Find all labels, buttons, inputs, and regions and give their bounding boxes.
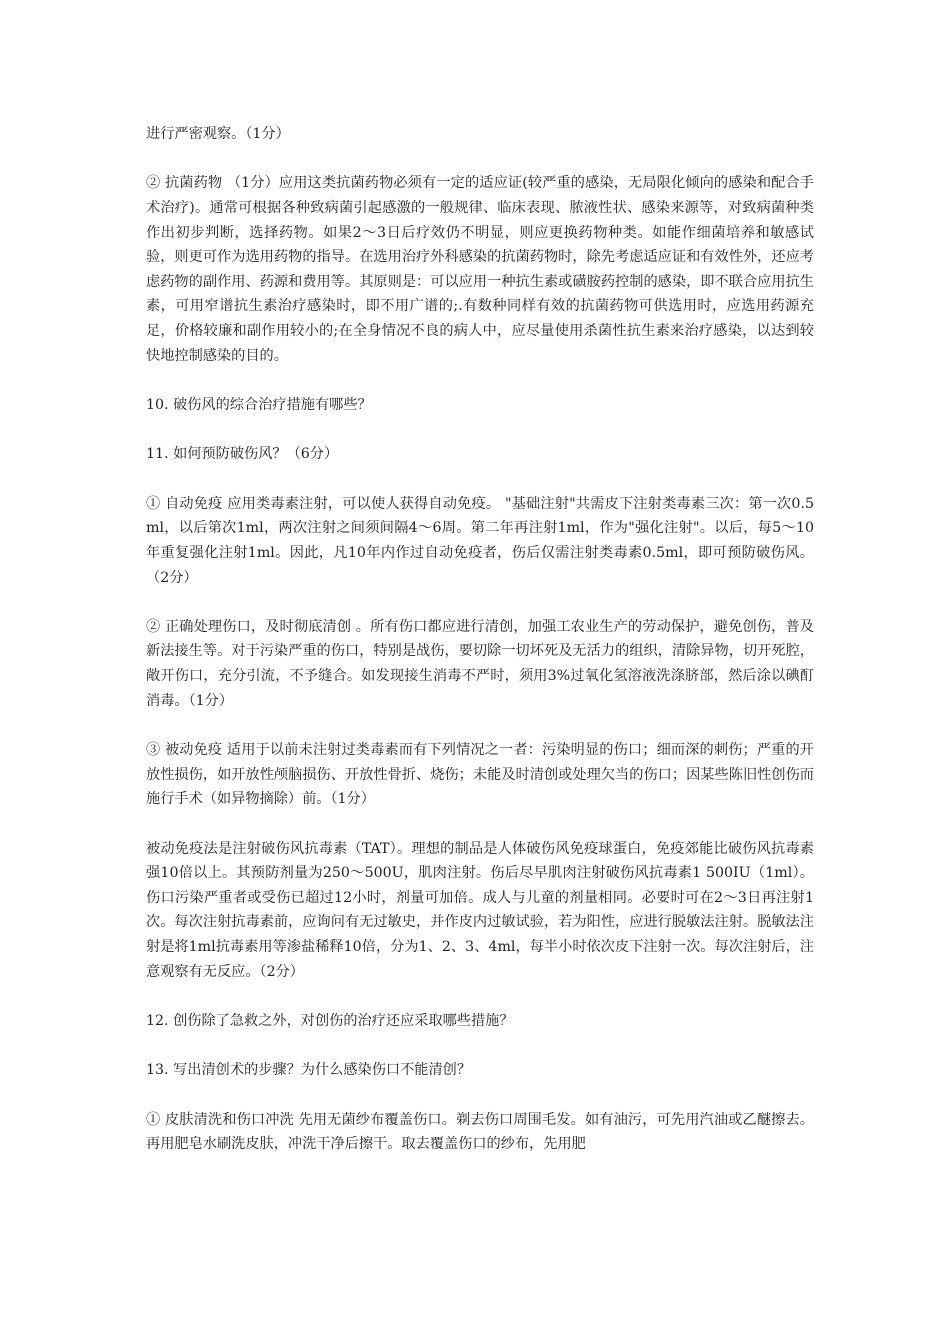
question-11: 11. 如何预防破伤风？（6分）	[146, 446, 339, 463]
paragraph-passive-immunization: ③ 被动免疫 适用于以前未注射过类毒素而有下列情况之一者：污染明显的伤口；细而深的刺伤；严重的开放性损伤，如开放性颅脑损伤、开放性骨折、烧伤；未能及时清创或处理欠当的伤口；因某些陈旧性创伤而施行手术（如异物摘除）前。（1分）	[146, 742, 814, 808]
paragraph-wound-debridement: ② 正确处理伤口，及时彻底清创 。所有伤口都应进行清创，加强工农业生产的劳动保护，避免创伤，普及新法接生等。对于污染严重的伤口，特别是战伤，要切除一切坏死及无活力的组织，清除异物，切开死腔，敞开伤口，充分引流，不予缝合。如发现接生消毒不严时，须用3%过氧化氢溶液洗涤脐部，然后涂以碘酊消毒。（1分）	[146, 618, 814, 709]
question-10: 10. 破伤风的综合治疗措施有哪些？	[146, 396, 372, 413]
question-12: 12. 创伤除了急救之外，对创伤的治疗还应采取哪些措施？	[146, 1013, 514, 1029]
question-13: 13. 写出清创术的步骤？为什么感染伤口不能清创？	[146, 1062, 472, 1079]
paragraph-tat-injection: 被动免疫法是注射破伤风抗毒素（TAT）。理想的制品是人体破伤风免疫球蛋白，免疫郊能比破伤风抗毒素强10倍以上。其预防剂量为250～500U，肌肉注射。伤后尽早肌肉注射破伤风抗毒素1 500IU（1ml）。伤口污染严重者或受伤已超过12小时，剂量可加倍。成人与儿童的剂量相同。必要时可在2～3日再注射1次。每次注射抗毒素前，应询问有无过敏史，并作皮内过敏试验，若为阳性，应进行脱敏法注射。脱敏法注射是将1ml抗毒素用等渗盐稀释10倍，分为1、2、3、4ml，每半小时依次皮下注射一次。每次注射后，注意观察有无反应。（2分）	[146, 840, 814, 980]
paragraph-skin-cleaning: ① 皮肤清洗和伤口冲洗 先用无菌纱布覆盖伤口。剃去伤口周围毛发。如有油污，可先用汽油或乙醚擦去。再用肥皂水刷洗皮肤，冲洗干净后擦干。取去覆盖伤口的纱布，先用肥	[146, 1111, 814, 1153]
document-body	[146, 122, 814, 1182]
paragraph-antibiotics: ② 抗菌药物 （1分）应用这类抗菌药物必须有一定的适应证(较严重的感染，无局限化倾向的感染和配合手术治疗)。通常可根据各种致病菌引起感激的一般规律、临床表现、脓液性状、感染来源等，对致病菌种类作出初步判断，选择药物。如果2～3日后疗效仍不明显，则应更换药物种类。如能作细菌培养和敏感试验，则更可作为选用药物的指导。在选用治疗外科感染的抗菌药物时，除先考虑适应证和有效性外，还应考虑药物的副作用、药源和费用等。其原则是：可以应用一种抗生素或磺胺药控制的感染，即不联合应用抗生素，可用窄谱抗生素治疗感染时，即不用广谱的;.有数种同样有效的抗菌药物可供选用时，应选用药源充足，价格较廉和副作用较小的;在全身情况不良的病人中，应尽量使用杀菌性抗生素来治疗感染，以达到较快地控制感染的目的。	[146, 175, 814, 364]
paragraph-observation-note: 进行严密观察。（1分）	[146, 126, 290, 142]
paragraph-active-immunization: ① 自动免疫 应用类毒素注射，可以使人获得自动免疫。 "基础注射"共需皮下注射类毒素三次：第一次0.5ml，以后第次1ml，两次注射之间须间隔4～6周。第二年再注射1ml，作为"强化注射"。以后，每5～10年重复强化注射1ml。因此，凡10年内作过自动免疫者，伤后仅需注射类毒素0.5ml，即可预防破伤风。（2分）	[146, 495, 814, 586]
